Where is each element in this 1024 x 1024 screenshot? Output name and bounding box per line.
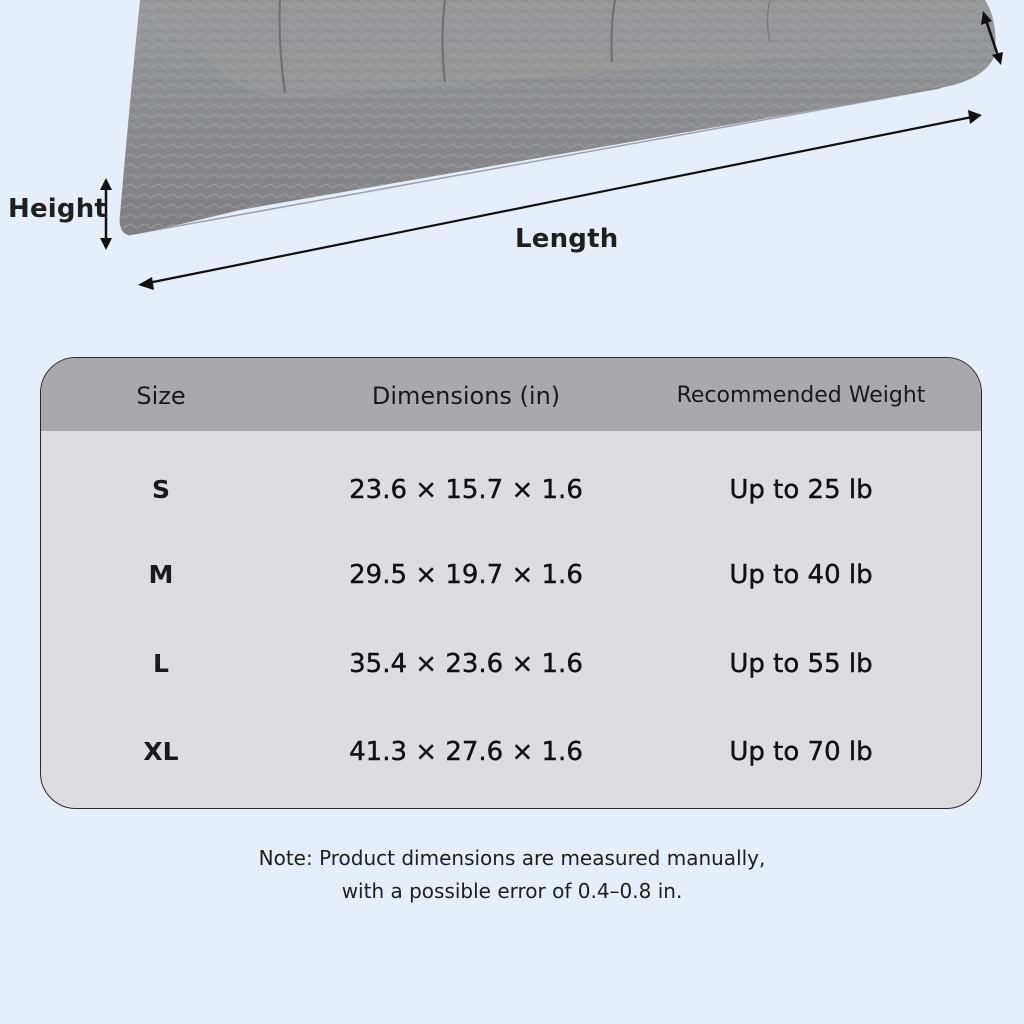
table-row: [41, 634, 981, 694]
weight-cell: Up to 55 lb: [729, 649, 873, 679]
pet-bed-illustration: [0, 0, 1024, 320]
table-row: [41, 545, 981, 605]
size-cell: L: [153, 649, 169, 678]
dimensions-cell: 29.5 × 19.7 × 1.6: [349, 560, 583, 590]
table-row: [41, 460, 981, 520]
size-cell: XL: [143, 737, 179, 766]
weight-cell: Up to 25 lb: [729, 475, 873, 505]
header-recommended-weight: Recommended Weight: [676, 383, 926, 408]
header-dimensions: Dimensions (in): [371, 382, 561, 410]
measurement-note: [0, 842, 1024, 908]
size-cell: S: [151, 475, 170, 504]
table-row: [41, 722, 981, 782]
length-label: Length: [515, 224, 619, 254]
note-line-2: with a possible error of 0.4–0.8 in.: [341, 879, 683, 903]
dimensions-cell: 41.3 × 27.6 × 1.6: [349, 737, 583, 767]
table-header: [41, 358, 981, 431]
weight-cell: Up to 40 lb: [729, 560, 873, 590]
dimensions-cell: 23.6 × 15.7 × 1.6: [349, 475, 583, 505]
size-chart-table: [40, 357, 982, 809]
header-size: Size: [136, 382, 186, 410]
dimensions-cell: 35.4 × 23.6 × 1.6: [349, 649, 583, 679]
weight-cell: Up to 70 lb: [729, 737, 873, 767]
note-line-1: Note: Product dimensions are measured manually,: [258, 846, 766, 870]
height-label: Height: [8, 194, 108, 224]
size-cell: M: [148, 560, 174, 589]
